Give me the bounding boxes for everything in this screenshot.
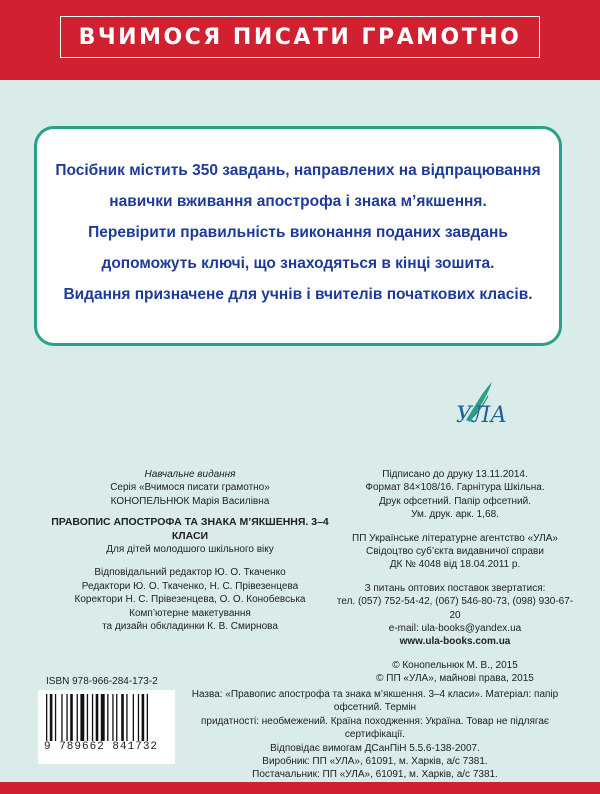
top-banner: [0, 0, 600, 80]
product-info-line: Постачальник: ПП «УЛА», 61091, м. Харків, а/с 7381.: [252, 769, 498, 781]
copyright-author: © Конопельнюк М. В., 2015: [392, 659, 518, 671]
description-line: Видання призначене для учнів і вчителів початкових класів.: [63, 286, 533, 303]
series-title: ВЧИМОСЯ ПИСАТИ ГРАМОТНО: [78, 24, 522, 50]
website: www.ula-books.com.ua: [399, 636, 511, 648]
editors: Редактори Ю. О. Ткаченко, Н. С. Прівезенцева: [81, 580, 299, 592]
audience: Для дітей молодшого шкільного віку: [106, 544, 274, 556]
product-info-line: Виробник: ПП «УЛА», 61091, м. Харків, а/с 7381.: [262, 756, 488, 768]
product-info-line: придатності: необмежений. Країна походження: Україна. Товар не підлягає сертифікації.: [200, 715, 549, 741]
wholesale-note: З питань оптових поставок звертатися:: [364, 582, 546, 594]
computer-layout: Комп’ютерне макетування: [129, 607, 251, 619]
print-type: Друк офсетний. Папір офсетний.: [378, 495, 532, 507]
certificate: Свідоцтво суб’єкта видавничої справи: [366, 546, 544, 558]
logo-text: УЛА: [456, 403, 507, 428]
product-info: [184, 688, 566, 782]
product-info-line: Назва: «Правопис апострофа та знака м’якшення. 3–4 класи». Матеріал: папір офсетний. Термін: [191, 689, 559, 714]
banner-frame: [60, 16, 540, 58]
imprint-left: [40, 468, 340, 633]
description-line: навички вживання апострофа і знака м’якшення.: [109, 193, 487, 210]
description-line: допоможуть ключі, що знаходяться в кінці зошита.: [101, 255, 495, 272]
description-line: Перевірити правильність виконання поданих завдань: [88, 224, 508, 241]
description-box: [34, 126, 562, 346]
bottom-strip: [0, 782, 600, 794]
isbn-label: ISBN 978-966-284-173-2: [46, 676, 158, 687]
phones: тел. (057) 752-54-42, (067) 546-80-73, (098) 930-67-20: [336, 596, 574, 621]
barcode-bars-icon: [38, 690, 175, 746]
dk-number: ДК № 4048 від 18.04.2011 р.: [389, 559, 521, 571]
signed-date: Підписано до друку 13.11.2014.: [382, 469, 528, 480]
email: e-mail: ula-books@yandex.ua: [388, 623, 522, 635]
correctors: Коректори Н. С. Прівезенцева, О. О. Конобевська: [74, 594, 306, 606]
book-title: ПРАВОПИС АПОСТРОФА ТА ЗНАКА М’ЯКШЕННЯ. 3–4 КЛАСИ: [51, 516, 329, 542]
barcode-number: 9 789662 841732: [44, 741, 159, 753]
print-sheets: Ум. друк. арк. 1,68.: [411, 509, 499, 521]
edition-type: Навчальне видання: [144, 469, 236, 480]
product-info-line: Відповідає вимогам ДСанПіН 5.5.6-138-2007.: [270, 742, 480, 754]
ula-leaf-logo-icon: [452, 378, 512, 428]
imprint-right: [335, 468, 575, 686]
description-line: Посібник містить 350 завдань, направлених на відпрацювання: [55, 162, 541, 179]
copyright-publisher: © ПП «УЛА», майнові права, 2015: [376, 673, 534, 685]
series-name: Серія «Вчимося писати грамотно»: [110, 482, 270, 494]
publisher: ПП Українське літературне агентство «УЛА»: [352, 532, 558, 544]
format: Формат 84×108/16. Гарнітура Шкільна.: [365, 482, 545, 494]
cover-design: та дизайн обкладинки К. В. Смирнова: [102, 621, 278, 633]
responsible-editor: Відповідальний редактор Ю. О. Ткаченко: [94, 567, 286, 579]
author-name: КОНОПЕЛЬНЮК Марія Василівна: [110, 495, 270, 507]
